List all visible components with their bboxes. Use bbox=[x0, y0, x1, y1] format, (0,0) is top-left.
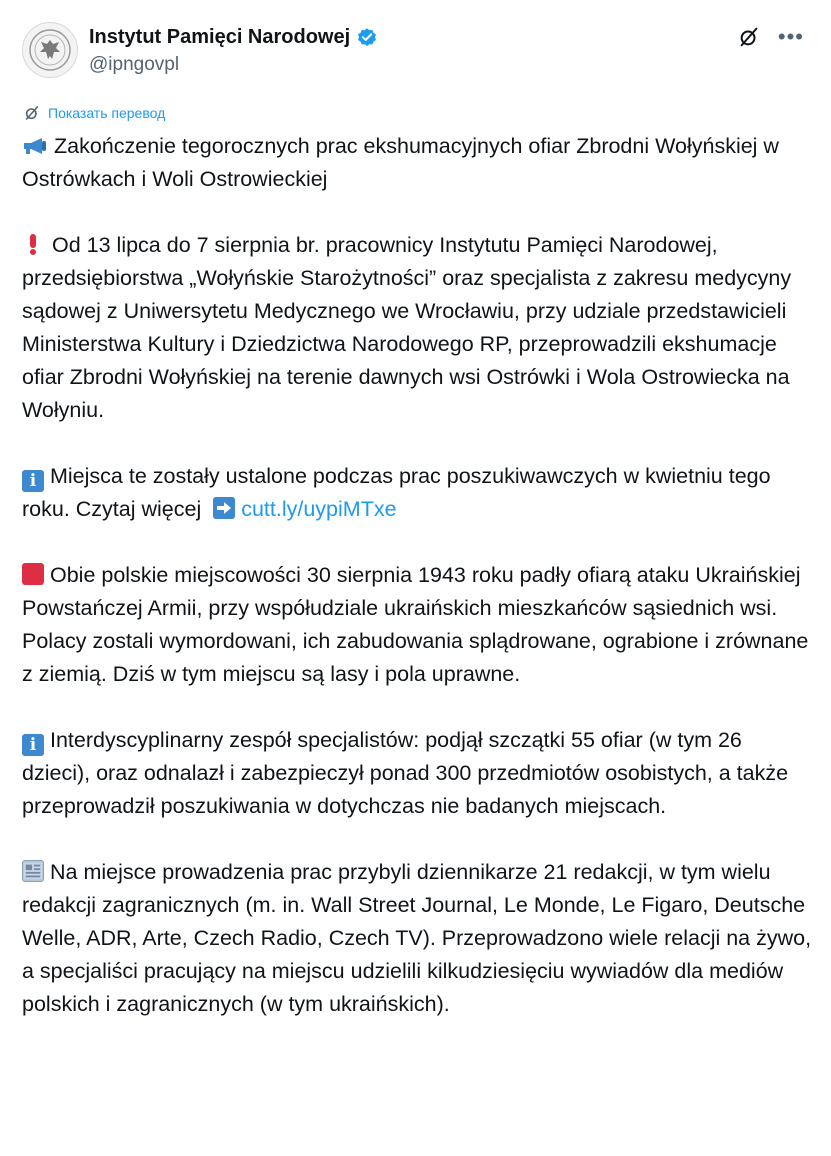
translate-icon bbox=[24, 105, 40, 121]
paragraph-2 bbox=[22, 229, 812, 427]
read-more-link[interactable]: cutt.ly/uypiMTxe bbox=[241, 497, 397, 521]
paragraph-5 bbox=[22, 724, 812, 823]
display-name-row bbox=[89, 24, 378, 50]
red-exclamation-emoji bbox=[26, 233, 40, 255]
paragraph-3 bbox=[22, 460, 812, 526]
eagle-emblem-icon bbox=[28, 28, 72, 72]
paragraph-4 bbox=[22, 559, 812, 691]
paragraph-6 bbox=[22, 856, 812, 1021]
paragraph-4-text: Obie polskie miejscowości 30 sierpnia 1943 roku padły ofiarą ataku Ukraińskiej Powstańczej Armii, przy współudziale ukraińskich mieszkańców sąsiednich wsi. Polacy zostali wymordowani, ich zabudowania splądrowane, ograbione i zrównane z ziemią. Dziś w tym miejscu są lasy i pola uprawne. bbox=[22, 563, 809, 686]
show-translation[interactable] bbox=[24, 105, 165, 121]
display-name[interactable]: Instytut Pamięci Narodowej bbox=[89, 25, 351, 48]
tweet-text bbox=[22, 130, 812, 1021]
translate-label[interactable]: Показать перевод bbox=[48, 105, 166, 121]
right-arrow-emoji bbox=[213, 497, 235, 519]
megaphone-emoji bbox=[22, 137, 48, 155]
paragraph-title bbox=[22, 130, 812, 196]
information-emoji: i bbox=[22, 734, 44, 756]
information-emoji: i bbox=[22, 470, 44, 492]
grok-icon[interactable] bbox=[738, 26, 760, 48]
paragraph-6-text: Na miejsce prowadzenia prac przybyli dziennikarze 21 redakcji, w tym wielu redakcji zagranicznych (m. in. Wall Street Journal, Le Monde, Le Figaro, Deutsche Welle, ADR, Arte, Czech Radio, Czech TV). Przeprowadzono wiele relacji na żywo, a specjaliści pracujący na miejscu udzielili kilkudziesięciu wywiadów dla mediów polskich i zagranicznych (w tym ukraińskich). bbox=[22, 860, 812, 1016]
paragraph-5-text: Interdyscyplinarny zespół specjalistów: podjął szczątki 55 ofiar (w tym 26 dzieci), oraz odnalazł i zabezpieczył ponad 300 przedmiotów osobistych, a także przeprowadził poszukiwania w dotychczas nie badanych miejscach. bbox=[22, 728, 789, 818]
red-square-emoji bbox=[22, 563, 44, 585]
tweet-actions bbox=[738, 26, 804, 48]
more-options-icon[interactable]: ••• bbox=[777, 24, 804, 49]
paragraph-1-text: Zakończenie tegorocznych prac ekshumacyjnych ofiar Zbrodni Wołyńskiej w Ostrówkach i Woli Ostrowieckiej bbox=[22, 134, 779, 191]
paragraph-2-text: Od 13 lipca do 7 sierpnia br. pracownicy Instytutu Pamięci Narodowej, przedsiębiorstwa „Wołyńskie Starożytności” oraz specjalista z zakresu medycyny sądowej z Uniwersytetu Medycznego we Wrocławiu, przy udziale przedstawicieli Ministerstwa Kultury i Dziedzictwa Narodowego RP, przeprowadzili ekshumacje ofiar Zbrodni Wołyńskiej na terenie dawnych wsi Ostrówki i Wola Ostrowiecka na Wołyniu. bbox=[22, 233, 792, 422]
author-names bbox=[89, 24, 378, 76]
newspaper-emoji bbox=[22, 860, 44, 882]
paragraph-3-text: Miejsca te zostały ustalone podczas prac poszukiwawczych w kwietniu tego roku. Czytaj więcej bbox=[22, 464, 771, 521]
author-handle[interactable]: @ipngovpl bbox=[89, 54, 180, 75]
avatar[interactable] bbox=[22, 22, 78, 78]
verified-badge-icon bbox=[356, 26, 378, 48]
tweet-header bbox=[22, 20, 812, 82]
